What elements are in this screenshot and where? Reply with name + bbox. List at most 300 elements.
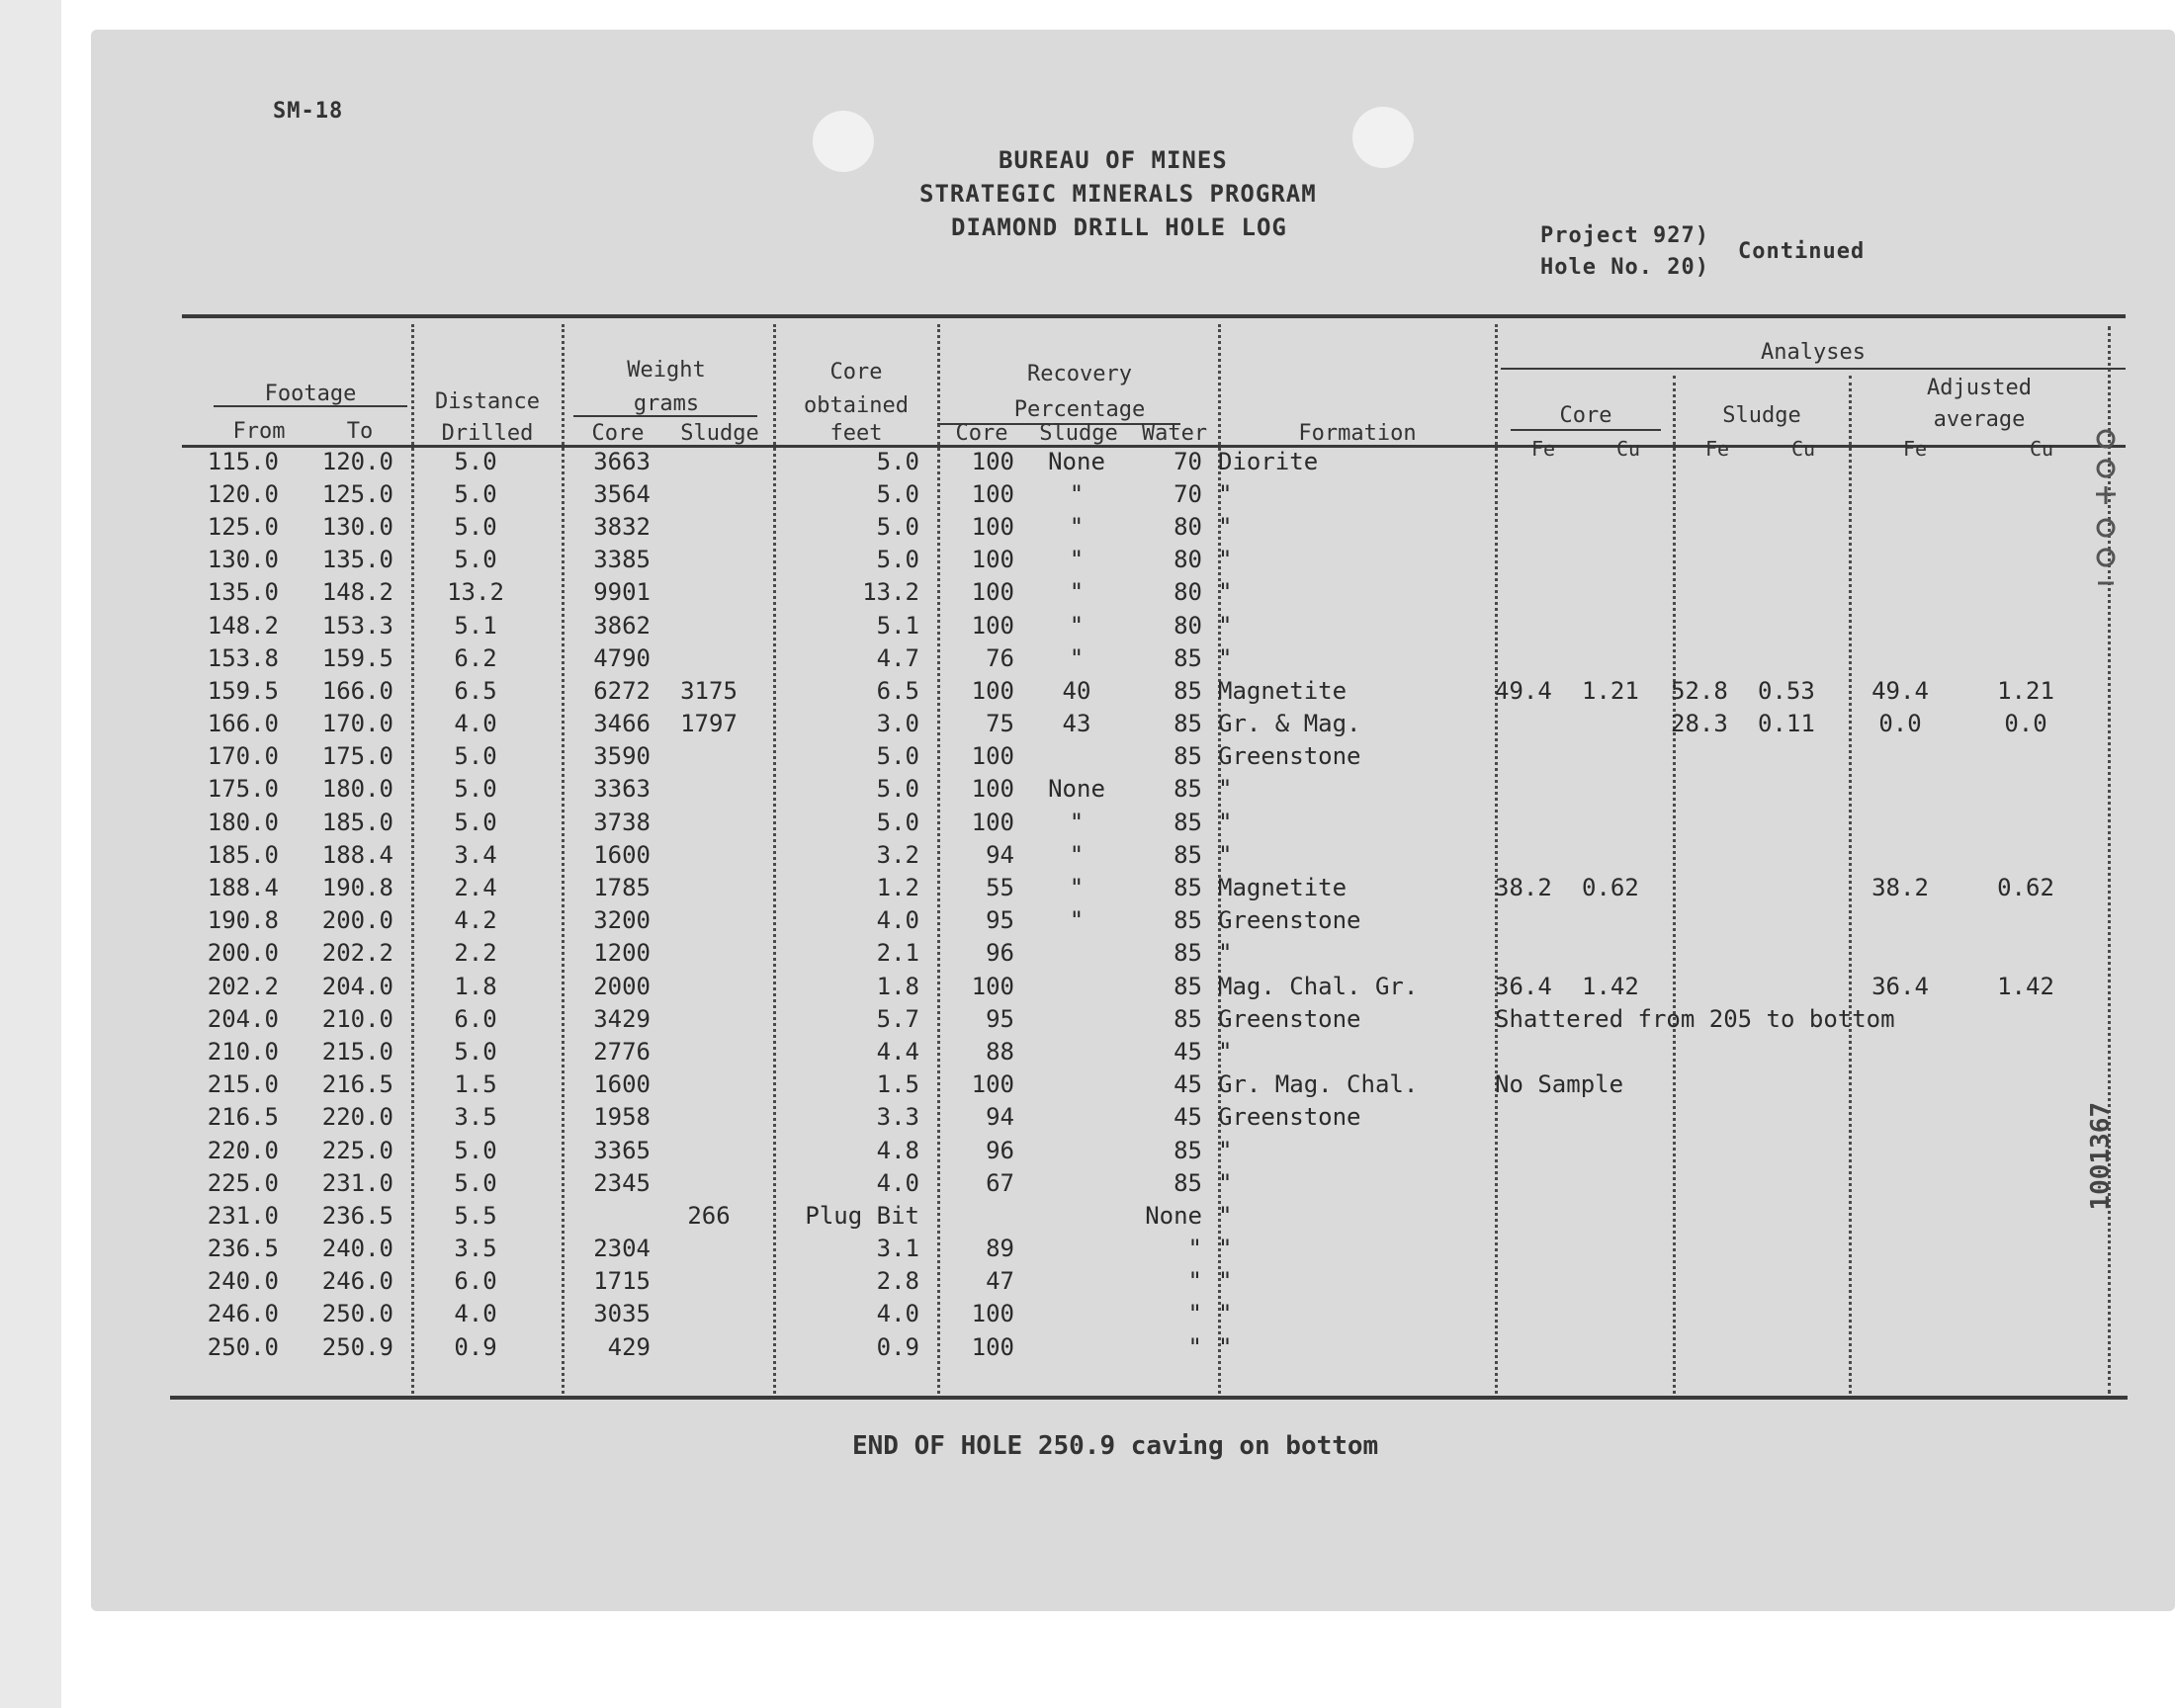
cell-wcore: 3738: [593, 808, 651, 836]
cell-ccu: [1574, 708, 1663, 740]
cell-afe: [1839, 1101, 1961, 1134]
cell-acu: [1961, 576, 2090, 609]
cell-from: 159.5: [207, 676, 279, 705]
cell-rwater: 85: [1174, 710, 1202, 738]
cell-cfe: [1487, 740, 1574, 773]
cell-obt: 5.0: [876, 479, 919, 508]
cell-rwater: 70: [1174, 479, 1202, 508]
hdr-rec-water: Water: [1141, 421, 1208, 446]
cell-acu: [1961, 1035, 2090, 1068]
cell-obt: 3.3: [876, 1103, 919, 1132]
cell-afe: [1839, 937, 1961, 970]
cell-dist: 2.4: [454, 874, 497, 902]
cell-rcore: 95: [986, 906, 1014, 935]
cell-sfe: [1663, 1298, 1750, 1330]
cell-from: 135.0: [207, 578, 279, 607]
cell-obt: 3.0: [876, 710, 919, 738]
cell-rsludge: 43: [1062, 710, 1091, 738]
cell-acu: 0.0: [2004, 710, 2047, 738]
cell-ccu: [1574, 544, 1663, 576]
title-line-2: STRATEGIC MINERALS PROGRAM: [919, 180, 1317, 208]
cell-scu: [1750, 1330, 1839, 1363]
cell-to: 216.5: [321, 1070, 393, 1099]
cell-rwater: 80: [1174, 546, 1202, 574]
cell-dist: 5.0: [454, 775, 497, 804]
cell-rwater: 85: [1174, 1168, 1202, 1197]
cell-to: 250.0: [321, 1300, 393, 1328]
cell-afe: [1839, 1166, 1961, 1199]
table-row: [176, 1101, 2090, 1134]
table-row: [176, 1035, 2090, 1068]
cell-ccu: [1574, 445, 1663, 477]
cell-sfe: [1663, 510, 1750, 543]
cell-cfe: [1487, 445, 1574, 477]
cell-ccu: 1.42: [1582, 972, 1639, 1000]
hdr-percentage: Percentage: [1013, 397, 1146, 422]
cell-obt: 1.8: [876, 972, 919, 1000]
cell-cfe: [1487, 1330, 1574, 1363]
cell-sfe: [1663, 1265, 1750, 1298]
cell-ccu: [1574, 937, 1663, 970]
cell-rwater: 85: [1174, 840, 1202, 869]
cell-formation: Greenstone: [1218, 1103, 1361, 1132]
cell-rsludge: [1022, 1233, 1131, 1265]
cell-cfe: [1487, 510, 1574, 543]
cell-to: 180.0: [321, 775, 393, 804]
cell-rcore: 100: [971, 676, 1014, 705]
cell-scu: 0.53: [1758, 676, 1815, 705]
cell-obt: 4.0: [876, 906, 919, 935]
cell-rcore: [927, 1199, 1022, 1232]
cell-afe: 49.4: [1871, 676, 1929, 705]
cell-acu: 1.21: [1997, 676, 2054, 705]
cell-scu: [1750, 510, 1839, 543]
cell-scu: [1750, 1199, 1839, 1232]
hdr-average: average: [1933, 407, 2026, 432]
cell-wcore: 429: [607, 1332, 651, 1361]
cell-wsludge: [658, 510, 759, 543]
cell-formation: ": [1218, 775, 1233, 804]
cell-dist: 13.2: [447, 578, 504, 607]
cell-afe: [1839, 806, 1961, 838]
cell-rwater: 85: [1174, 742, 1202, 771]
cell-rsludge: ": [1069, 479, 1085, 508]
cell-formation: Magnetite: [1218, 874, 1348, 902]
cell-to: 240.0: [321, 1235, 393, 1263]
cell-ccu: [1574, 510, 1663, 543]
cell-from: 175.0: [207, 775, 279, 804]
cell-rcore: 100: [971, 808, 1014, 836]
cell-from: 115.0: [207, 447, 279, 475]
cell-wcore: 3200: [593, 906, 651, 935]
cell-rsludge: None: [1048, 775, 1105, 804]
cell-scu: [1750, 544, 1839, 576]
cell-acu: [1961, 1330, 2090, 1363]
cell-wsludge: 1797: [680, 710, 738, 738]
drill-log-table: [176, 445, 2090, 1363]
cell-wcore: 3429: [593, 1004, 651, 1033]
cell-sfe: [1663, 641, 1750, 674]
cell-from: 185.0: [207, 840, 279, 869]
cell-formation: Mag. Chal. Gr.: [1218, 972, 1419, 1000]
cell-cfe: [1487, 773, 1574, 806]
cell-rcore: 95: [986, 1004, 1014, 1033]
cell-formation: ": [1218, 939, 1233, 968]
hdr-recovery: Recovery: [1027, 362, 1132, 386]
cell-wcore: 2776: [593, 1037, 651, 1066]
cell-acu: [1961, 544, 2090, 576]
cell-rcore: 89: [986, 1235, 1014, 1263]
cell-acu: [1961, 937, 2090, 970]
cell-ccu: [1574, 1265, 1663, 1298]
cell-cfe: [1487, 1101, 1574, 1134]
cell-scu: [1750, 806, 1839, 838]
cell-from: 202.2: [207, 972, 279, 1000]
cell-scu: [1750, 838, 1839, 871]
cell-formation: ": [1218, 1300, 1233, 1328]
cell-dist: 4.0: [454, 710, 497, 738]
top-rule: [182, 314, 2126, 318]
cell-wsludge: [658, 1101, 759, 1134]
cell-rwater: 45: [1174, 1103, 1202, 1132]
cell-dist: 4.2: [454, 906, 497, 935]
cell-obt: 4.8: [876, 1136, 919, 1164]
cell-sfe: [1663, 871, 1750, 903]
cell-to: 120.0: [321, 447, 393, 475]
title-line-3: DIAMOND DRILL HOLE LOG: [951, 214, 1287, 241]
cell-to: 185.0: [321, 808, 393, 836]
cell-rcore: 96: [986, 1136, 1014, 1164]
cell-ccu: [1574, 576, 1663, 609]
cell-wcore: 1600: [593, 1070, 651, 1099]
cell-from: 190.8: [207, 906, 279, 935]
cell-afe: 38.2: [1871, 874, 1929, 902]
cell-cfe: [1487, 1298, 1574, 1330]
cell-obt: 5.0: [876, 775, 919, 804]
cell-rwater: 80: [1174, 578, 1202, 607]
cell-dist: 6.5: [454, 676, 497, 705]
cell-afe: [1839, 1035, 1961, 1068]
cell-acu: [1961, 740, 2090, 773]
cell-acu: [1961, 1265, 2090, 1298]
cell-obt: 4.4: [876, 1037, 919, 1066]
cell-ccu: [1574, 641, 1663, 674]
cell-formation: ": [1218, 1267, 1233, 1296]
cell-obt: 1.2: [876, 874, 919, 902]
table-row: [176, 773, 2090, 806]
cell-scu: 0.11: [1758, 710, 1815, 738]
hdr-core-obtained-2: obtained: [804, 393, 909, 418]
cell-wsludge: [658, 576, 759, 609]
cell-acu: [1961, 445, 2090, 477]
hdr-rec-core: Core: [955, 421, 1008, 446]
cell-wsludge: [658, 1002, 759, 1035]
table-row: [176, 1166, 2090, 1199]
cell-sfe: 52.8: [1671, 676, 1728, 705]
cell-from: 130.0: [207, 546, 279, 574]
cell-cfe: [1487, 838, 1574, 871]
cell-afe: [1839, 576, 1961, 609]
cell-to: 125.0: [321, 479, 393, 508]
cell-rcore: 100: [971, 447, 1014, 475]
cell-afe: [1839, 1298, 1961, 1330]
table-row: [176, 477, 2090, 510]
cell-rsludge: [1022, 1166, 1131, 1199]
cell-from: 170.0: [207, 742, 279, 771]
cell-cfe: [1487, 806, 1574, 838]
cell-rcore: 47: [986, 1267, 1014, 1296]
cell-dist: 1.8: [454, 972, 497, 1000]
hdr-analysis-sludge: Sludge: [1722, 403, 1801, 428]
hdr-rec-sludge: Sludge: [1039, 421, 1118, 446]
cell-obt: 13.2: [862, 578, 919, 607]
cell-cfe: [1487, 544, 1574, 576]
cell-wcore: 2000: [593, 972, 651, 1000]
cell-rwater: 80: [1174, 611, 1202, 640]
table-row: [176, 1134, 2090, 1166]
cell-from: 148.2: [207, 611, 279, 640]
cell-afe: [1839, 838, 1961, 871]
cell-rcore: 100: [971, 512, 1014, 541]
cell-scu: [1750, 641, 1839, 674]
cell-ccu: [1574, 1330, 1663, 1363]
cell-cfe: 36.4: [1495, 972, 1552, 1000]
cell-scu: [1750, 937, 1839, 970]
cell-sfe: [1663, 1330, 1750, 1363]
cell-from: 210.0: [207, 1037, 279, 1066]
cell-wsludge: [658, 1035, 759, 1068]
side-stamp: [2082, 425, 2130, 603]
cell-scu: [1750, 1101, 1839, 1134]
cell-afe: [1839, 445, 1961, 477]
table-row: [176, 510, 2090, 543]
cell-wcore: 2345: [593, 1168, 651, 1197]
cell-wcore: 3385: [593, 546, 651, 574]
cell-wsludge: [658, 544, 759, 576]
cell-afe: [1839, 1199, 1961, 1232]
hdr-footage: Footage: [264, 382, 357, 406]
cell-obt: 4.7: [876, 643, 919, 672]
cell-ccu: [1574, 1298, 1663, 1330]
cell-wsludge: 266: [687, 1201, 731, 1230]
cell-to: 231.0: [321, 1168, 393, 1197]
table-row: [176, 544, 2090, 576]
cell-afe: [1839, 1134, 1961, 1166]
cell-to: 166.0: [321, 676, 393, 705]
cell-dist: 5.0: [454, 512, 497, 541]
cell-rwater: 80: [1174, 512, 1202, 541]
cell-afe: [1839, 740, 1961, 773]
cell-dist: 2.2: [454, 939, 497, 968]
cell-cfe: 49.4: [1495, 676, 1552, 705]
cell-wcore: 2304: [593, 1235, 651, 1263]
cell-rwater: 85: [1174, 676, 1202, 705]
cell-sfe: [1663, 1233, 1750, 1265]
cell-ccu: [1574, 1166, 1663, 1199]
cell-scu: [1750, 1134, 1839, 1166]
hdr-to: To: [346, 419, 374, 444]
cell-rcore: 100: [971, 1332, 1014, 1361]
cell-ccu: [1574, 1199, 1663, 1232]
cell-acu: [1961, 773, 2090, 806]
cell-dist: 5.0: [454, 1136, 497, 1164]
cell-ccu: [1574, 904, 1663, 937]
cell-sfe: [1663, 740, 1750, 773]
hdr-core-obtained-3: feet: [829, 421, 883, 446]
cell-wsludge: [658, 773, 759, 806]
cell-wsludge: [658, 1134, 759, 1166]
cell-acu: [1961, 904, 2090, 937]
cell-rsludge: [1022, 1298, 1131, 1330]
cell-wsludge: [658, 838, 759, 871]
side-number: 1001367: [2086, 1102, 2116, 1211]
cell-scu: [1750, 1233, 1839, 1265]
cell-cfe: [1487, 576, 1574, 609]
cell-from: 216.5: [207, 1103, 279, 1132]
cell-afe: 36.4: [1871, 972, 1929, 1000]
cell-obt: 4.0: [876, 1300, 919, 1328]
cell-acu: [1961, 1134, 2090, 1166]
cell-rsludge: 40: [1062, 676, 1091, 705]
table-row: [176, 1330, 2090, 1363]
cell-ccu: [1574, 838, 1663, 871]
cell-rcore: 55: [986, 874, 1014, 902]
cell-ccu: [1574, 1233, 1663, 1265]
cell-scu: [1750, 609, 1839, 641]
cell-to: 159.5: [321, 643, 393, 672]
cell-scu: [1750, 1265, 1839, 1298]
punch-hole-left: [813, 111, 874, 172]
cell-from: 220.0: [207, 1136, 279, 1164]
cell-rcore: 75: [986, 710, 1014, 738]
cell-rcore: 100: [971, 775, 1014, 804]
cell-cfe: [1487, 1035, 1574, 1068]
hdr-distance: Distance: [435, 389, 540, 414]
cell-dist: 5.1: [454, 611, 497, 640]
cell-wcore: 1600: [593, 840, 651, 869]
cell-from: 231.0: [207, 1201, 279, 1230]
cell-rcore: 88: [986, 1037, 1014, 1066]
cell-cfe: [1487, 904, 1574, 937]
cell-dist: 3.4: [454, 840, 497, 869]
hdr-core-fe: Fe: [1530, 437, 1556, 461]
cell-sfe: [1663, 576, 1750, 609]
cell-to: 202.2: [321, 939, 393, 968]
cell-rwater: ": [1187, 1332, 1202, 1361]
cell-rcore: 100: [971, 546, 1014, 574]
cell-scu: [1750, 871, 1839, 903]
cell-afe: [1839, 1330, 1961, 1363]
continued-label: Continued: [1738, 239, 1866, 264]
hdr-adjusted: Adjusted: [1927, 376, 2032, 400]
cell-cfe: [1487, 1199, 1574, 1232]
cell-formation: ": [1218, 479, 1233, 508]
cell-rwater: 85: [1174, 1136, 1202, 1164]
cell-wsludge: [658, 970, 759, 1002]
cell-from: 240.0: [207, 1267, 279, 1296]
cell-wsludge: [658, 871, 759, 903]
bottom-rule: [170, 1396, 2128, 1400]
cell-cfe: [1487, 1166, 1574, 1199]
cell-formation: ": [1218, 1332, 1233, 1361]
cell-afe: [1839, 1265, 1961, 1298]
cell-rwater: 85: [1174, 775, 1202, 804]
cell-formation: Diorite: [1218, 447, 1319, 475]
cell-from: 188.4: [207, 874, 279, 902]
cell-wcore: 1715: [593, 1267, 651, 1296]
cell-cfe: [1487, 708, 1574, 740]
cell-obt: 4.0: [876, 1168, 919, 1197]
cell-acu: [1961, 1233, 2090, 1265]
cell-afe: [1839, 477, 1961, 510]
cell-wsludge: [658, 1233, 759, 1265]
cell-rwater: 85: [1174, 643, 1202, 672]
cell-sfe: [1663, 1035, 1750, 1068]
cell-to: 148.2: [321, 578, 393, 607]
cell-ccu: [1574, 773, 1663, 806]
cell-formation: ": [1218, 578, 1233, 607]
cell-sfe: [1663, 1134, 1750, 1166]
cell-wsludge: [658, 1265, 759, 1298]
cell-from: 225.0: [207, 1168, 279, 1197]
cell-acu: [1961, 1298, 2090, 1330]
cell-from: 250.0: [207, 1332, 279, 1361]
cell-to: 190.8: [321, 874, 393, 902]
cell-ccu: [1574, 477, 1663, 510]
cell-dist: 5.0: [454, 808, 497, 836]
cell-sfe: [1663, 970, 1750, 1002]
cell-scu: [1750, 740, 1839, 773]
cell-dist: 5.0: [454, 1168, 497, 1197]
cell-wsludge: [658, 609, 759, 641]
cell-obt: 5.7: [876, 1004, 919, 1033]
cell-cfe: [1487, 609, 1574, 641]
cell-sfe: [1663, 544, 1750, 576]
cell-to: 188.4: [321, 840, 393, 869]
cell-ccu: 1.21: [1582, 676, 1639, 705]
cell-rsludge: [1022, 937, 1131, 970]
hdr-analyses: Analyses: [1761, 340, 1866, 365]
cell-wcore: 3663: [593, 447, 651, 475]
cell-obt: 3.2: [876, 840, 919, 869]
hdr-core-obtained-1: Core: [829, 360, 883, 384]
table-row: [176, 970, 2090, 1002]
cell-from: 120.0: [207, 479, 279, 508]
cell-to: 170.0: [321, 710, 393, 738]
cell-to: 153.3: [321, 611, 393, 640]
cell-cfe: [1487, 1265, 1574, 1298]
cell-cfe: [1487, 641, 1574, 674]
cell-wcore: [550, 1199, 658, 1232]
cell-wsludge: [658, 1298, 759, 1330]
cell-formation: ": [1218, 546, 1233, 574]
cell-cfe: 38.2: [1495, 874, 1552, 902]
cell-wcore: 4790: [593, 643, 651, 672]
cell-acu: [1961, 477, 2090, 510]
cell-rcore: 100: [971, 742, 1014, 771]
cell-cfe: [1487, 477, 1574, 510]
cell-to: 220.0: [321, 1103, 393, 1132]
table-row: [176, 1068, 2090, 1101]
table-row: [176, 674, 2090, 707]
cell-rwater: 70: [1174, 447, 1202, 475]
cell-rwater: ": [1187, 1267, 1202, 1296]
table-row: [176, 740, 2090, 773]
cell-rsludge: ": [1069, 611, 1085, 640]
cell-dist: 6.0: [454, 1004, 497, 1033]
cell-rcore: 100: [971, 972, 1014, 1000]
cell-obt: 5.0: [876, 808, 919, 836]
